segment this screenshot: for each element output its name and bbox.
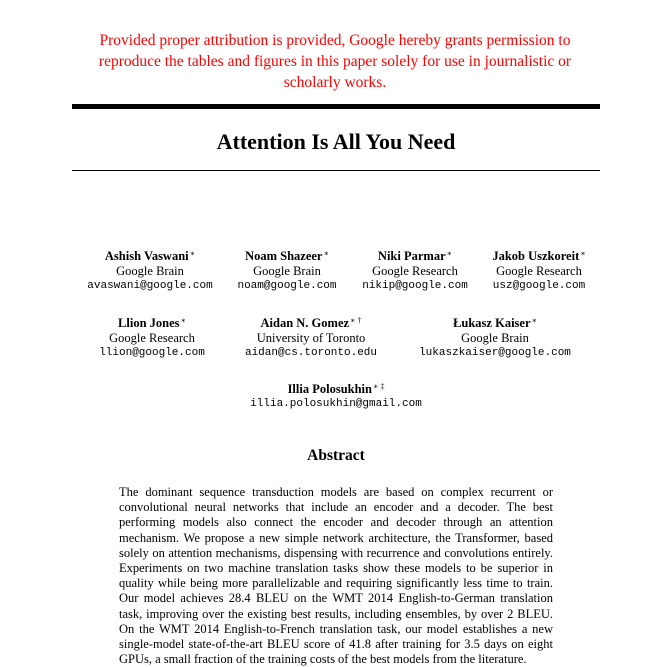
abstract-heading: Abstract <box>307 447 365 464</box>
author-name: Ashish Vaswani∗ <box>104 249 196 263</box>
author-affiliation: Google Research <box>109 331 195 345</box>
paper-title: Attention Is All You Need <box>216 129 456 154</box>
author-name: Aidan N. Gomez∗ † <box>260 316 362 330</box>
author-block <box>405 313 585 361</box>
author-block <box>482 246 596 294</box>
author-block <box>228 313 394 361</box>
author-name: Noam Shazeer∗ <box>245 249 329 263</box>
abstract-text: The dominant sequence transduction models are based on complex recurrent or convolutional neural networks that include an encoder and a decoder. The best performing models also connect the encoder and decoder through an attention mechanism. We propose a new simple network architecture, the Transformer, based solely on attention mechanisms, dispensing with recurrence and convolutions entirely. Experiments on two machine translation tasks show these models to be superior in quality while being more parallelizable and requiring significantly less time to train. Our model achieves 28.4 BLEU on the WMT 2014 English-to-German translation task, improving over the existing best results, including ensembles, by over 2 BLEU. On the WMT 2014 English-to-French translation task, our model establishes a new single-model state-of-the-art BLEU score of 41.8 after training for 3.5 days on eight GPUs, a small fraction of the training costs of the best models from the literature. <box>119 485 553 667</box>
author-affiliation: University of Toronto <box>256 331 366 345</box>
author-email[interactable]: avaswani@google.com <box>87 280 213 292</box>
author-email[interactable]: aidan@cs.toronto.edu <box>244 347 378 359</box>
author-name: Niki Parmar∗ <box>377 249 453 263</box>
author-block <box>226 246 348 294</box>
author-name: Llion Jones∗ <box>118 316 186 330</box>
author-email[interactable]: noam@google.com <box>237 280 337 292</box>
title-top-rule <box>72 104 600 109</box>
author-affiliation: Google Brain <box>461 331 529 345</box>
author-email[interactable]: illia.polosukhin@gmail.com <box>250 398 422 410</box>
author-affiliation: Google Brain <box>116 264 184 278</box>
author-block <box>82 313 222 361</box>
author-affiliation: Google Research <box>496 264 582 278</box>
author-block <box>348 246 482 294</box>
author-email[interactable]: llion@google.com <box>99 347 205 359</box>
author-block <box>74 246 226 294</box>
author-name: Illia Polosukhin∗ ‡ <box>287 382 385 396</box>
author-name: Jakob Uszkoreit∗ <box>492 249 586 263</box>
title-bottom-rule <box>72 170 600 171</box>
author-affiliation: Google Brain <box>253 264 321 278</box>
attribution-notice: Provided proper attribution is provided, Google hereby grants permission to reproduce the tables and figures in this paper solely for use in journalistic or scholarly works. <box>98 32 572 91</box>
author-block <box>236 379 436 412</box>
author-email[interactable]: nikip@google.com <box>362 280 468 292</box>
author-email[interactable]: usz@google.com <box>492 280 586 292</box>
author-email[interactable]: lukaszkaiser@google.com <box>419 347 571 359</box>
author-name: Łukasz Kaiser∗ <box>453 316 537 330</box>
author-affiliation: Google Research <box>372 264 458 278</box>
